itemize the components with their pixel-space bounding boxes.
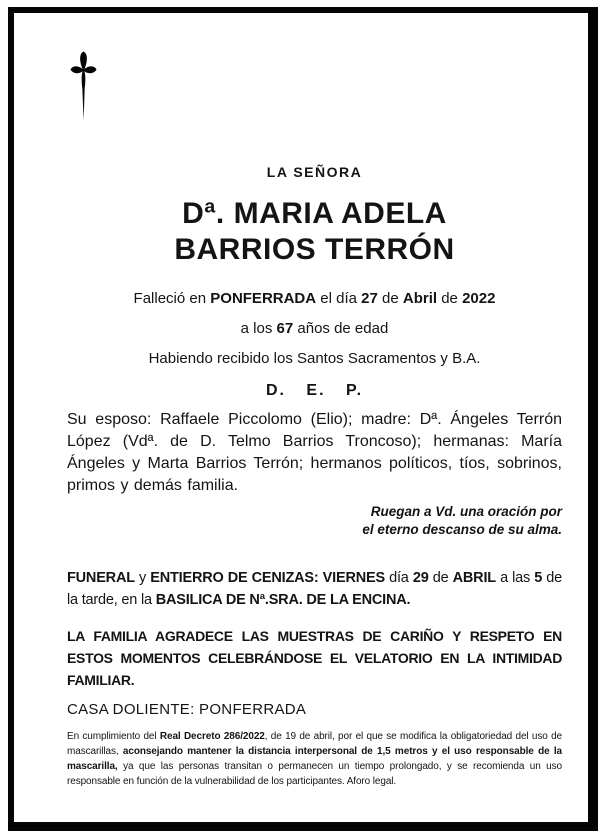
deceased-name-line2: BARRIOS TERRÓN bbox=[174, 233, 455, 266]
legal-notice: En cumplimiento del Real Decreto 286/2022, de 19 de abril, por el que se modifica la obligatoriedad del uso de mascarillas, aconsejando mantener la distancia interpersonal de 1,5 metros y el uso responsable de la mascarilla, ya que las personas transitan o permanecen un tiempo prolongado, y se recomienda un uso responsable en función de la vulnerabilidad de los participantes. Aforo legal. bbox=[67, 731, 562, 787]
prayer-line1: Ruegan a Vd. una oración por bbox=[370, 504, 562, 519]
obituary-card bbox=[8, 7, 598, 831]
deceased-name bbox=[67, 196, 562, 268]
obituary-content bbox=[14, 13, 588, 822]
family-thanks-note: LA FAMILIA AGRADECE LAS MUESTRAS DE CARIÑO Y RESPETO EN ESTOS MOMENTOS CELEBRÁNDOSE EL VELATORIO EN LA INTIMIDAD FAMILIAR. bbox=[67, 628, 562, 688]
age-line: a los 67 años de edad bbox=[240, 320, 389, 337]
family-paragraph: Su esposo: Raffaele Piccolomo (Elio); madre: Dª. Ángeles Terrón López (Vdª. de D. Telmo Barrios Troncoso); hermanas: María Ángeles y Marta Barrios Terrón; hermanos políticos, tíos, sobrinos, primos y demás familia. bbox=[67, 411, 562, 494]
death-line: Falleció en PONFERRADA el día 27 de Abril de 2022 bbox=[133, 290, 496, 307]
sacraments-line: Habiendo recibido los Santos Sacramentos y B.A. bbox=[148, 350, 481, 367]
prayer-request bbox=[67, 503, 562, 539]
honorific-title: LA SEÑORA bbox=[266, 164, 363, 180]
dep-abbreviation: D. E. P. bbox=[265, 382, 364, 399]
funeral-details: FUNERAL y ENTIERRO DE CENIZAS: VIERNES día 29 de ABRIL a las 5 de la tarde, en la BASILICA DE Nª.SRA. DE LA ENCINA. bbox=[67, 570, 562, 608]
deceased-name-line1: Dª. MARIA ADELA bbox=[182, 197, 447, 230]
prayer-line2: el eterno descanso de su alma. bbox=[362, 522, 562, 537]
cross-icon bbox=[67, 50, 562, 122]
mourning-house: CASA DOLIENTE: PONFERRADA bbox=[67, 701, 307, 718]
